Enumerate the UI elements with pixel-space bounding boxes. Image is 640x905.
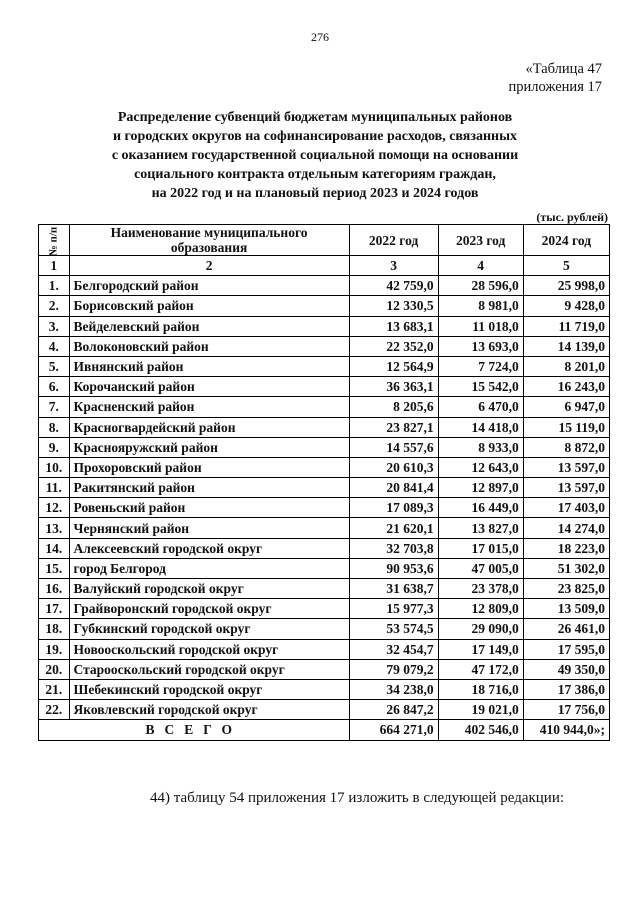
value-2022: 23 827,1 [349,417,438,437]
value-2023: 13 827,0 [438,518,523,538]
column-index: 5 [523,256,609,276]
value-2024: 23 825,0 [523,579,609,599]
value-2024: 6 947,0 [523,397,609,417]
value-2022: 32 703,8 [349,538,438,558]
municipality-name: Прохоровский район [69,457,349,477]
total-row [39,720,610,740]
value-2024: 26 461,0 [523,619,609,639]
value-2022: 34 238,0 [349,679,438,699]
title-line: с оказанием государственной социальной помощи на основании [111,148,519,163]
appendix-label-line2: приложения 17 [508,79,602,95]
table-row [39,478,610,498]
row-number: 4. [39,336,70,356]
row-number: 7. [39,397,70,417]
table-row [39,336,610,356]
table-row [39,558,610,578]
municipality-name: Красненский район [69,397,349,417]
table-row [39,679,610,699]
municipality-name: Волоконовский район [69,336,349,356]
table-row [39,619,610,639]
table-row [39,276,610,296]
row-number: 13. [39,518,70,538]
value-2024: 25 998,0 [523,276,609,296]
total-2024: 410 944,0»; [523,720,609,740]
value-2022: 12 564,9 [349,356,438,376]
value-2024: 17 756,0 [523,700,609,720]
appendix-label-line1: «Таблица 47 [525,61,602,77]
municipality-name: Новооскольский городской округ [69,639,349,659]
table-row [39,356,610,376]
total-2022: 664 271,0 [349,720,438,740]
value-2024: 16 243,0 [523,377,609,397]
value-2022: 8 205,6 [349,397,438,417]
total-label: ВСЕГО [39,720,350,740]
row-number: 5. [39,356,70,376]
value-2023: 16 449,0 [438,498,523,518]
municipality-name: Валуйский городской округ [69,579,349,599]
value-2023: 15 542,0 [438,377,523,397]
value-2023: 14 418,0 [438,417,523,437]
value-2024: 9 428,0 [523,296,609,316]
value-2022: 17 089,3 [349,498,438,518]
value-2023: 7 724,0 [438,356,523,376]
municipality-name: Грайворонский городской округ [69,599,349,619]
value-2024: 17 595,0 [523,639,609,659]
table-row [39,498,610,518]
value-2023: 29 090,0 [438,619,523,639]
column-index: 3 [349,256,438,276]
table-body [39,276,610,720]
row-number: 9. [39,437,70,457]
value-2023: 28 596,0 [438,276,523,296]
table-row [39,700,610,720]
value-2024: 8 201,0 [523,356,609,376]
municipality-name: Яковлевский городской округ [69,700,349,720]
value-2023: 6 470,0 [438,397,523,417]
municipality-name: Борисовский район [69,296,349,316]
municipality-name: Белгородский район [69,276,349,296]
table-row [39,538,610,558]
value-2022: 26 847,2 [349,700,438,720]
value-2023: 47 005,0 [438,558,523,578]
value-2024: 14 274,0 [523,518,609,538]
value-2022: 36 363,1 [349,377,438,397]
value-2023: 11 018,0 [438,316,523,336]
header-name: Наименование муниципального образования [69,225,349,256]
value-2024: 15 119,0 [523,417,609,437]
value-2023: 47 172,0 [438,659,523,679]
value-2023: 8 933,0 [438,437,523,457]
value-2022: 53 574,5 [349,619,438,639]
municipality-name: город Белгород [69,558,349,578]
column-index: 1 [39,256,70,276]
row-number: 6. [39,377,70,397]
municipality-name: Краснояружский район [69,437,349,457]
row-number: 17. [39,599,70,619]
value-2024: 18 223,0 [523,538,609,558]
header-2023: 2023 год [438,225,523,256]
value-2022: 20 610,3 [349,457,438,477]
row-number: 16. [39,579,70,599]
value-2024: 8 872,0 [523,437,609,457]
table-row [39,397,610,417]
value-2023: 13 693,0 [438,336,523,356]
value-2024: 11 719,0 [523,316,609,336]
header-2024: 2024 год [523,225,609,256]
row-number: 10. [39,457,70,477]
value-2023: 18 716,0 [438,679,523,699]
table-row [39,639,610,659]
value-2023: 8 981,0 [438,296,523,316]
municipality-name: Алексеевский городской округ [69,538,349,558]
table-row [39,659,610,679]
value-2023: 17 015,0 [438,538,523,558]
row-number: 14. [39,538,70,558]
value-2022: 42 759,0 [349,276,438,296]
title-line: и городских округов на софинансирование расходов, связанных [112,129,518,144]
municipality-name: Вейделевский район [69,316,349,336]
row-number: 19. [39,639,70,659]
header-num: № п/п [39,225,70,256]
value-2024: 49 350,0 [523,659,609,679]
municipality-name: Ивнянский район [69,356,349,376]
row-number: 21. [39,679,70,699]
table-row [39,377,610,397]
row-number: 12. [39,498,70,518]
value-2024: 14 139,0 [523,336,609,356]
table-row [39,599,610,619]
value-2023: 12 809,0 [438,599,523,619]
value-2022: 22 352,0 [349,336,438,356]
value-2023: 23 378,0 [438,579,523,599]
row-number: 15. [39,558,70,578]
value-2022: 21 620,1 [349,518,438,538]
value-2022: 14 557,6 [349,437,438,457]
column-index: 4 [438,256,523,276]
column-index: 2 [69,256,349,276]
table-row [39,457,610,477]
value-2024: 13 597,0 [523,457,609,477]
row-number: 18. [39,619,70,639]
value-2022: 13 683,1 [349,316,438,336]
value-2024: 17 403,0 [523,498,609,518]
footer-text: 44) таблицу 54 приложения 17 изложить в следующей редакции: [150,790,565,806]
value-2022: 32 454,7 [349,639,438,659]
units-label: (тыс. рублей) [536,210,608,224]
table-header-row [39,225,610,256]
table-row [39,518,610,538]
municipality-name: Шебекинский городской округ [69,679,349,699]
value-2023: 12 643,0 [438,457,523,477]
subvention-table [38,224,610,741]
value-2022: 90 953,6 [349,558,438,578]
document-title [70,108,560,203]
table-row [39,417,610,437]
column-index-row [39,256,610,276]
value-2024: 13 509,0 [523,599,609,619]
title-line: Распределение субвенций бюджетам муниципальных районов [117,110,513,125]
row-number: 8. [39,417,70,437]
value-2024: 17 386,0 [523,679,609,699]
municipality-name: Губкинский городской округ [69,619,349,639]
municipality-name: Ровеньский район [69,498,349,518]
value-2023: 17 149,0 [438,639,523,659]
row-number: 11. [39,478,70,498]
municipality-name: Старооскольский городской округ [69,659,349,679]
table-row [39,316,610,336]
value-2022: 31 638,7 [349,579,438,599]
value-2023: 12 897,0 [438,478,523,498]
total-2023: 402 546,0 [438,720,523,740]
row-number: 1. [39,276,70,296]
value-2022: 12 330,5 [349,296,438,316]
value-2024: 51 302,0 [523,558,609,578]
value-2024: 13 597,0 [523,478,609,498]
value-2022: 79 079,2 [349,659,438,679]
municipality-name: Корочанский район [69,377,349,397]
title-line: на 2022 год и на плановый период 2023 и 2024 годов [151,186,479,201]
row-number: 2. [39,296,70,316]
table-row [39,579,610,599]
page-number: 276 [311,30,329,44]
title-line: социального контракта отдельным категориям граждан, [134,167,496,182]
table-row [39,296,610,316]
row-number: 22. [39,700,70,720]
value-2023: 19 021,0 [438,700,523,720]
municipality-name: Чернянский район [69,518,349,538]
value-2022: 15 977,3 [349,599,438,619]
table-row [39,437,610,457]
value-2022: 20 841,4 [349,478,438,498]
row-number: 20. [39,659,70,679]
row-number: 3. [39,316,70,336]
municipality-name: Красногвардейский район [69,417,349,437]
municipality-name: Ракитянский район [69,478,349,498]
header-2022: 2022 год [349,225,438,256]
appendix-label [509,60,602,96]
